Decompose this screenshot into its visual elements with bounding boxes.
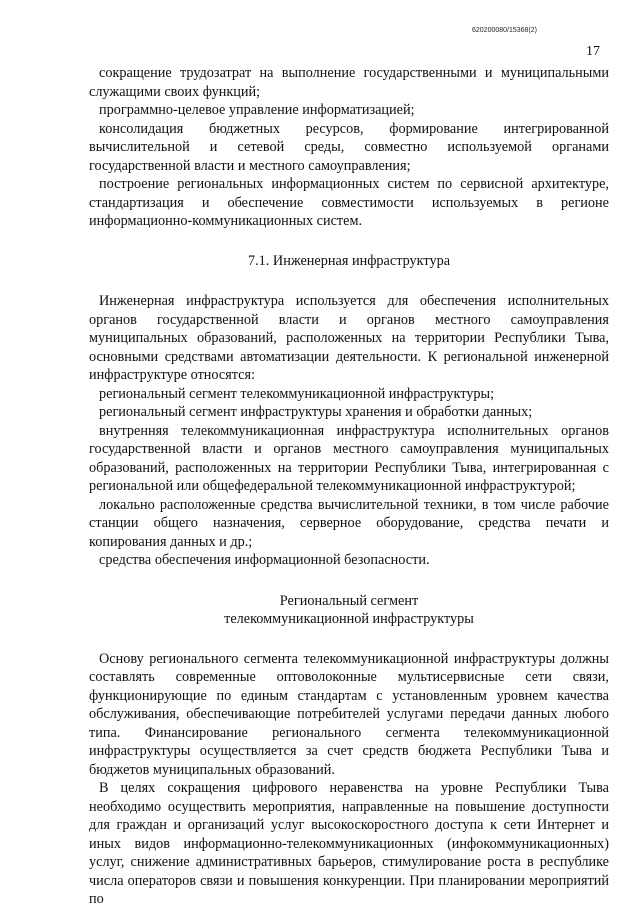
spacer <box>89 629 609 650</box>
list-item: средства обеспечения информационной безопасности. <box>99 552 430 568</box>
page-number: 17 <box>586 44 600 59</box>
list-item: консолидация бюджетных ресурсов, формирование интегрированной вычислительной и сетевой среды, совместно используемой органами государственной власти и местного самоуправления; <box>89 120 609 174</box>
intro-paragraph: Инженерная инфраструктура используется для обеспечения исполнительных органов государственной власти и органов местного самоуправления муниципальных образований, расположенных на территории Республики Тыва, основными средствами автоматизации деятельности. К региональной инженерной инфраструктуре относятся: <box>89 293 609 383</box>
spacer <box>89 570 609 592</box>
body-paragraph: Основу регионального сегмента телекоммуникационной инфраструктуры должны составлять современные оптоволоконные мультисервисные сети связи, функционирующие по единым стандартам с установленным уровнем качества обслуживания, обеспечивающие потребителей услугами передачи данных любого типа. Финансирование регионального сегмента телекоммуникационной инфраструктуры осуществляется за счет средств бюджета Республики Тыва и бюджетов муниципальных образований. <box>89 650 609 778</box>
list-item: региональный сегмент инфраструктуры хранения и обработки данных; <box>99 404 533 420</box>
body-paragraph: В целях сокращения цифрового неравенства на уровне Республики Тыва необходимо осуществить мероприятия, направленные на повышение доступности для граждан и организаций услуг высокоскоростного доступа к сети Интернет и иных видов информационно-телекоммуникационных (инфокоммуникационных) услуг, снижение административных барьеров, стимулирование роста в республике числа операторов связи и повышения конкуренции. При планировании мероприятий по <box>89 780 609 907</box>
subsection-title: телекоммуникационной инфраструктуры <box>224 611 474 627</box>
list-item: внутренняя телекоммуникационная инфраструктура исполнительных органов государственной власти и органов местного самоуправления муниципальных образований, расположенных на территории Республики Тыва, интегрированная с региональной или общефедеральной телекоммуникационной инфраструктурой; <box>89 422 609 494</box>
spacer <box>89 231 609 252</box>
page-body <box>89 64 609 909</box>
spacer <box>89 270 609 292</box>
list-item: построение региональных информационных систем по сервисной архитектуре, стандартизация и обеспечение совместимости используемых в регионе информационно-коммуникационных систем. <box>89 176 609 229</box>
list-item: программно-целевое управление информатизацией; <box>99 102 415 118</box>
section-title: 7.1. Инженерная инфраструктура <box>247 252 451 269</box>
list-item: сокращение трудозатрат на выполнение государственными и муниципальными служащими своих функций; <box>89 65 609 100</box>
document-id: 620200080/15368(2) <box>472 27 538 34</box>
list-item: региональный сегмент телекоммуникационной инфраструктуры; <box>99 385 495 402</box>
subsection-title: Региональный сегмент <box>279 592 419 609</box>
list-item: локально расположенные средства вычислительной техники, в том числе рабочие станции общего назначения, серверное оборудование, средства печати и копирования данных и др.; <box>89 496 609 550</box>
